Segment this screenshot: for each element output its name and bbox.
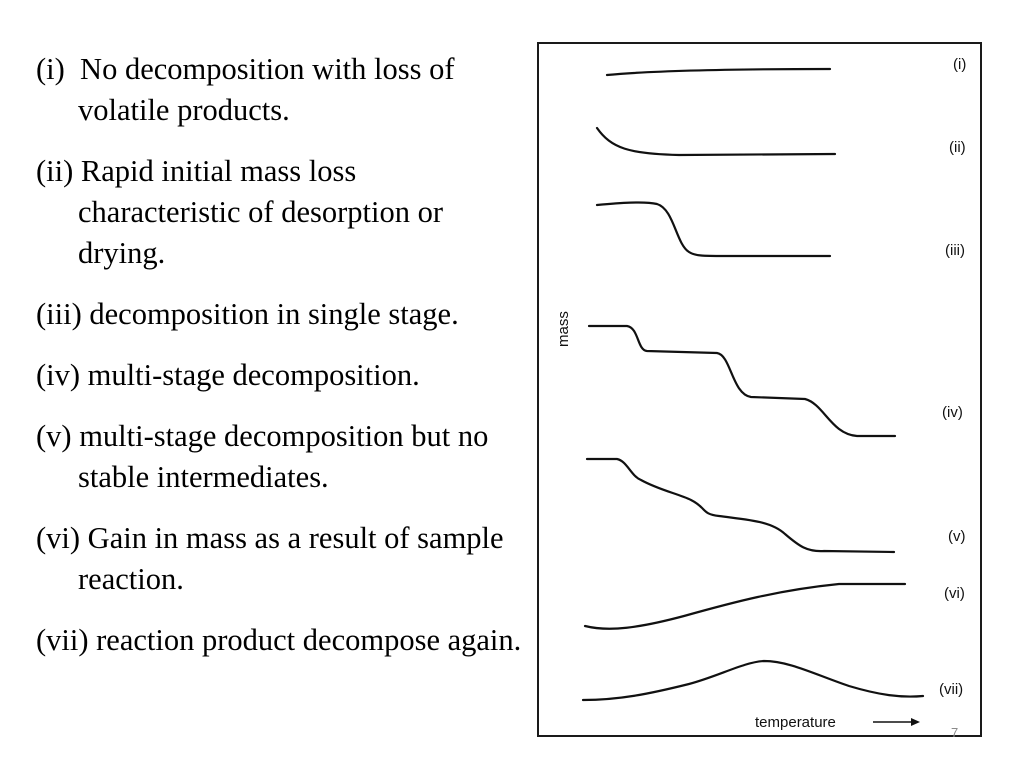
x-axis-label: temperature xyxy=(755,714,836,731)
list-item-iv xyxy=(36,355,526,396)
list-item-vii xyxy=(36,620,526,661)
list-item-i xyxy=(36,49,526,131)
label-curve-i: (i) xyxy=(953,56,967,73)
item-number: (ii) xyxy=(36,154,74,188)
label-curve-vi: (vi) xyxy=(944,585,965,602)
label-curve-vii: (vii) xyxy=(939,681,964,698)
label-curve-iii: (iii) xyxy=(945,242,965,259)
item-text: Rapid initial mass loss characteristic of desorption or drying. xyxy=(78,154,444,270)
curve-iii xyxy=(597,202,830,256)
label-curve-ii: (ii) xyxy=(949,139,966,156)
curve-v xyxy=(587,459,894,552)
item-number: (iv) xyxy=(36,358,81,392)
item-number: (vii) xyxy=(36,623,89,657)
curve-iv xyxy=(589,326,895,436)
item-text: multi-stage decomposition but no stable intermediates. xyxy=(78,419,489,494)
curve-vii xyxy=(583,661,923,700)
decomposition-types-list xyxy=(36,49,526,681)
curve-ii xyxy=(597,128,835,155)
list-item-iii xyxy=(36,294,526,335)
curve-vi xyxy=(585,584,905,629)
item-text: No decomposition with loss of volatile products. xyxy=(78,52,455,127)
item-text: reaction product decompose again. xyxy=(96,623,522,657)
item-number: (vi) xyxy=(36,521,81,555)
thermogram-figure xyxy=(537,42,982,737)
list-item-v xyxy=(36,416,526,498)
list-item-ii xyxy=(36,151,526,274)
temperature-arrow-icon xyxy=(873,718,920,726)
item-text: decomposition in single stage. xyxy=(89,297,459,331)
item-text: multi-stage decomposition. xyxy=(87,358,420,392)
thermogram-diagram xyxy=(539,44,980,735)
item-text: Gain in mass as a result of sample reaction. xyxy=(78,521,504,596)
label-curve-iv: (iv) xyxy=(942,404,963,421)
label-curve-v: (v) xyxy=(948,528,966,545)
page-number: 7 xyxy=(951,725,959,740)
item-number: (iii) xyxy=(36,297,82,331)
y-axis-label: mass xyxy=(555,311,572,347)
list-item-vi xyxy=(36,518,526,600)
curve-i xyxy=(607,69,830,75)
item-number: (i) xyxy=(36,52,65,86)
item-number: (v) xyxy=(36,419,72,453)
